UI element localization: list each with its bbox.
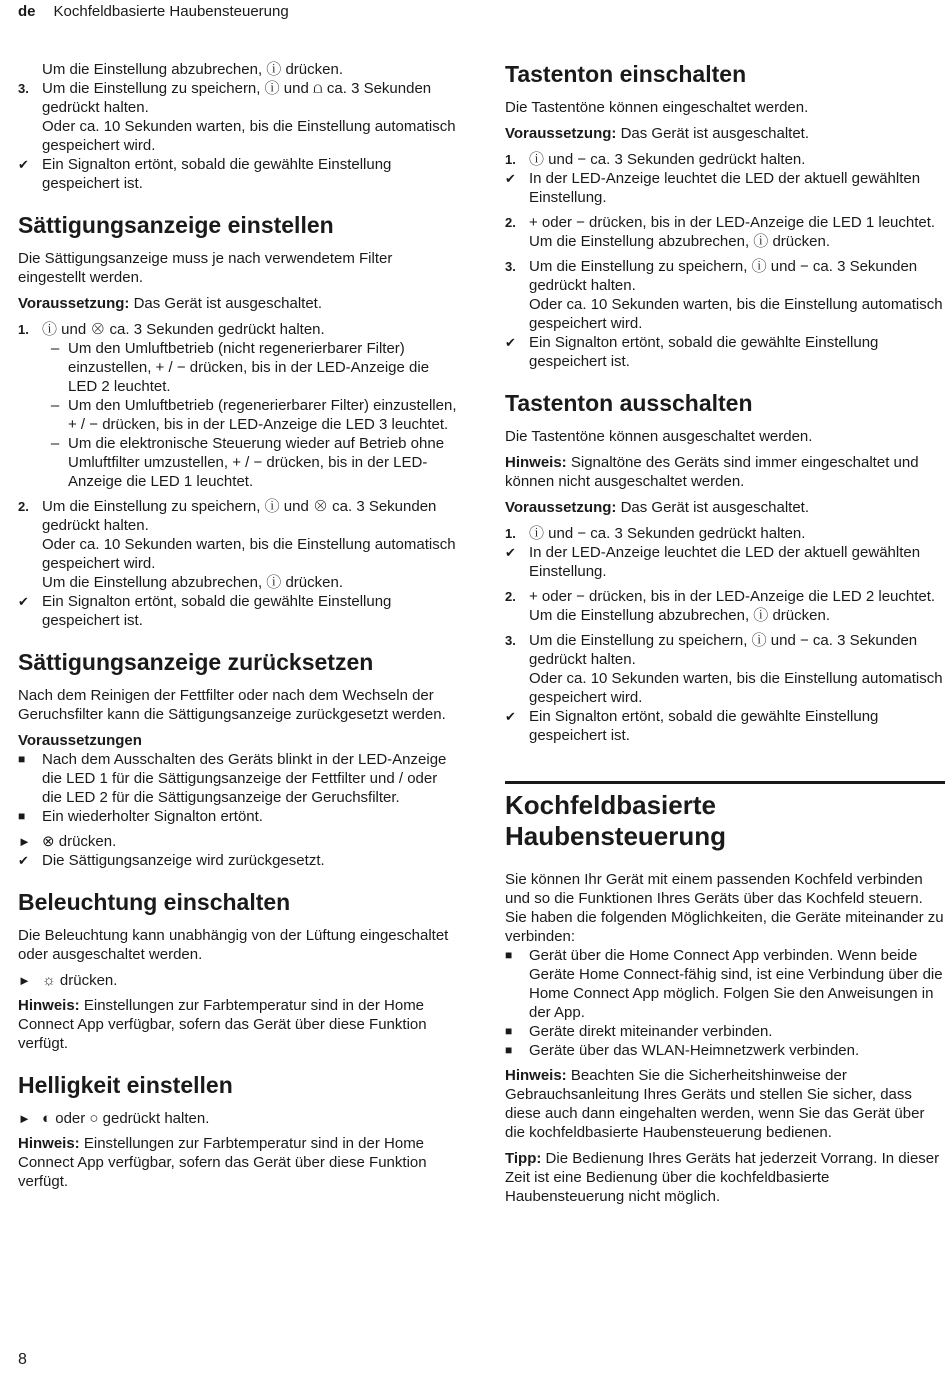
- sub-item: – Um den Umluftbetrieb (nicht regenerierbarer Filter) einzustellen, + / − drücken, bis in der LED-Anzeige die LED 2 leuchtet.: [50, 340, 430, 395]
- check-icon: ✔: [505, 545, 516, 560]
- step: 2. Um die Einstellung zu speichern, ⓘ und ⊗ ca. 3 Sekunden gedrückt halten.: [18, 498, 437, 534]
- requirement: Voraussetzung: Das Gerät ist ausgeschaltet.: [505, 125, 809, 142]
- section-title: Beleuchtung einschalten: [18, 889, 291, 915]
- requirements-label: Voraussetzungen: [18, 732, 142, 749]
- note: Hinweis: Einstellungen zur Farbtemperatur sind in der Home Connect App verfügbar, sofern das Gerät über diese Funktion verfügt.: [18, 997, 427, 1052]
- right-column: [505, 60, 945, 1213]
- result-line: ✔ Die Sättigungsanzeige wird zurückgesetzt.: [18, 852, 325, 869]
- paragraph: Nach dem Reinigen der Fettfilter oder nach dem Wechseln der Geruchsfilter kann die Sättigungsanzeige zurückgesetzt werden.: [18, 687, 446, 723]
- arrow-icon: ►: [18, 1111, 31, 1126]
- result-line: ✔ Ein Signalton ertönt, sobald die gewählte Einstellung gespeichert ist.: [18, 593, 392, 629]
- paragraph: Sie können Ihr Gerät mit einem passenden Kochfeld verbinden und so die Funktionen Ihres Geräts über das Kochfeld steuern.: [505, 871, 923, 907]
- result-line: ✔ In der LED-Anzeige leuchtet die LED der aktuell gewählten Einstellung.: [505, 544, 921, 580]
- step: 2. + oder − drücken, bis in der LED-Anzeige die LED 1 leuchtet.: [505, 214, 936, 231]
- step: 1. ⓘ und − ca. 3 Sekunden gedrückt halten.: [505, 151, 806, 168]
- chapter-title: Kochfeldbasierte Haubensteuerung: [505, 781, 945, 852]
- page-number: 8: [18, 1351, 27, 1368]
- cancel-line: Um die Einstellung abzubrechen, ⓘ drücken.: [529, 607, 830, 624]
- paragraph: Die Beleuchtung kann unabhängig von der Lüftung eingeschaltet oder ausgeschaltet werden.: [18, 927, 449, 963]
- arrow-icon: ►: [18, 834, 31, 849]
- step: 1. ⓘ und ⊗ ca. 3 Sekunden gedrückt halten.: [18, 321, 325, 338]
- note: Hinweis: Signaltöne des Geräts sind immer eingeschaltet und können nicht ausgeschaltet werden.: [505, 454, 919, 490]
- step-or: Oder ca. 10 Sekunden warten, bis die Einstellung automatisch gespeichert wird.: [529, 296, 943, 332]
- step: 3. Um die Einstellung zu speichern, ⓘ und − ca. 3 Sekunden gedrückt halten.: [505, 258, 918, 294]
- step: 3. Um die Einstellung zu speichern, ⓘ und ⩍ ca. 3 Sekunden gedrückt halten.: [18, 80, 432, 116]
- list-item: ■ Gerät über die Home Connect App verbinden. Wenn beide Geräte Home Connect-fähig sind, ist eine Verbindung über die Home Connect App möglich. Folgen Sie den Anweisungen in der App.: [505, 947, 943, 1021]
- brand-name: Home Connect: [529, 985, 630, 1002]
- bullet-icon: ■: [505, 1043, 513, 1057]
- paragraph: Die Sättigungsanzeige muss je nach verwendetem Filter eingestellt werden.: [18, 250, 393, 286]
- note: Hinweis: Einstellungen zur Farbtemperatur sind in der Home Connect App verfügbar, sofern das Gerät über diese Funktion verfügt.: [18, 1135, 427, 1190]
- header-title: Kochfeldbasierte Haubensteuerung: [53, 3, 289, 20]
- arrow-icon: ►: [18, 973, 31, 988]
- brand-name: Home Connect: [579, 966, 680, 983]
- brand-name: Home Connect: [18, 1135, 425, 1171]
- result-line: ✔ In der LED-Anzeige leuchtet die LED der aktuell gewählten Einstellung.: [505, 170, 921, 206]
- bullet-icon: ■: [18, 809, 26, 823]
- check-icon: ✔: [18, 157, 29, 172]
- brand-name: Home Connect: [18, 997, 425, 1033]
- step-or: Oder ca. 10 Sekunden warten, bis die Einstellung automatisch gespeichert wird.: [529, 670, 943, 706]
- step: 2. + oder − drücken, bis in der LED-Anzeige die LED 2 leuchtet.: [505, 588, 936, 605]
- running-header: [18, 2, 289, 22]
- cancel-line: Um die Einstellung abzubrechen, ⓘ drücken.: [42, 574, 343, 591]
- list-item: ■ Geräte über das WLAN-Heimnetzwerk verbinden.: [505, 1042, 860, 1059]
- check-icon: ✔: [505, 171, 516, 186]
- action-line: ► ☼ drücken.: [18, 972, 118, 989]
- list-item: ■ Geräte direkt miteinander verbinden.: [505, 1023, 773, 1040]
- note: Hinweis: Beachten Sie die Sicherheitshinweise der Gebrauchsanleitung Ihres Geräts und stellen Sie sicher, dass diese auch dann eingehalten werden, wenn Sie das Gerät über die kochfeldbasierte Haubensteuerung bedienen.: [505, 1067, 925, 1141]
- section-title: Sättigungsanzeige zurücksetzen: [18, 649, 374, 675]
- list-item: ■ Ein wiederholter Signalton ertönt.: [18, 808, 263, 825]
- step: 1. ⓘ und − ca. 3 Sekunden gedrückt halten.: [505, 525, 806, 542]
- action-line: ► ⊗ drücken.: [18, 833, 117, 850]
- requirement: Voraussetzung: Das Gerät ist ausgeschaltet.: [505, 499, 809, 516]
- bullet-icon: ■: [18, 752, 26, 766]
- result-line: ✔ Ein Signalton ertönt, sobald die gewählte Einstellung gespeichert ist.: [18, 156, 392, 192]
- language-code: de: [18, 3, 36, 20]
- check-icon: ✔: [18, 853, 29, 868]
- result-line: ✔ Ein Signalton ertönt, sobald die gewählte Einstellung gespeichert ist.: [505, 708, 879, 744]
- step: 3. Um die Einstellung zu speichern, ⓘ und − ca. 3 Sekunden gedrückt halten.: [505, 632, 918, 668]
- check-icon: ✔: [505, 335, 516, 350]
- section-title: Helligkeit einstellen: [18, 1072, 233, 1098]
- left-column: [18, 60, 458, 1198]
- brand-name: Home Connect: [629, 947, 730, 964]
- step-or: Oder ca. 10 Sekunden warten, bis die Einstellung automatisch gespeichert wird.: [42, 118, 456, 154]
- check-icon: ✔: [18, 594, 29, 609]
- section-title: Sättigungsanzeige einstellen: [18, 212, 334, 238]
- section-title: Tastenton ausschalten: [505, 390, 753, 416]
- requirement: Voraussetzung: Das Gerät ist ausgeschaltet.: [18, 295, 322, 312]
- list-item: ■ Nach dem Ausschalten des Geräts blinkt in der LED-Anzeige die LED 1 für die Sättigungsanzeige der Fettfilter und / oder die LED 2 für die Sättigungsanzeige der Geruchsfilter.: [18, 751, 447, 806]
- step-or: Oder ca. 10 Sekunden warten, bis die Einstellung automatisch gespeichert wird.: [42, 536, 456, 572]
- sub-item: – Um die elektronische Steuerung wieder auf Betrieb ohne Umluftfilter umzustellen, + / − drücken, bis in der LED-Anzeige die LED 1 leuchtet.: [50, 435, 445, 490]
- cancel-line: Um die Einstellung abzubrechen, ⓘ drücken.: [529, 233, 830, 250]
- sub-item: – Um den Umluftbetrieb (regenerierbarer Filter) einzustellen, + / − drücken, bis in der LED-Anzeige die LED 3 leuchtet.: [50, 397, 457, 433]
- result-line: ✔ Ein Signalton ertönt, sobald die gewählte Einstellung gespeichert ist.: [505, 334, 879, 370]
- paragraph: Sie haben die folgenden Möglichkeiten, die Geräte miteinander zu verbinden:: [505, 909, 944, 945]
- action-line: ► ◐ oder ○ gedrückt halten.: [18, 1110, 210, 1127]
- cancel-line: Um die Einstellung abzubrechen, ⓘ drücken.: [42, 61, 343, 78]
- check-icon: ✔: [505, 709, 516, 724]
- tip: Tipp: Die Bedienung Ihres Geräts hat jederzeit Vorrang. In dieser Zeit ist eine Bedienung über die kochfeldbasierte Haubensteuerung nicht möglich.: [505, 1150, 940, 1205]
- section-title: Tastenton einschalten: [505, 61, 747, 87]
- paragraph: Die Tastentöne können ausgeschaltet werden.: [505, 428, 813, 445]
- bullet-icon: ■: [505, 1024, 513, 1038]
- paragraph: Die Tastentöne können eingeschaltet werden.: [505, 99, 809, 116]
- bullet-icon: ■: [505, 948, 513, 962]
